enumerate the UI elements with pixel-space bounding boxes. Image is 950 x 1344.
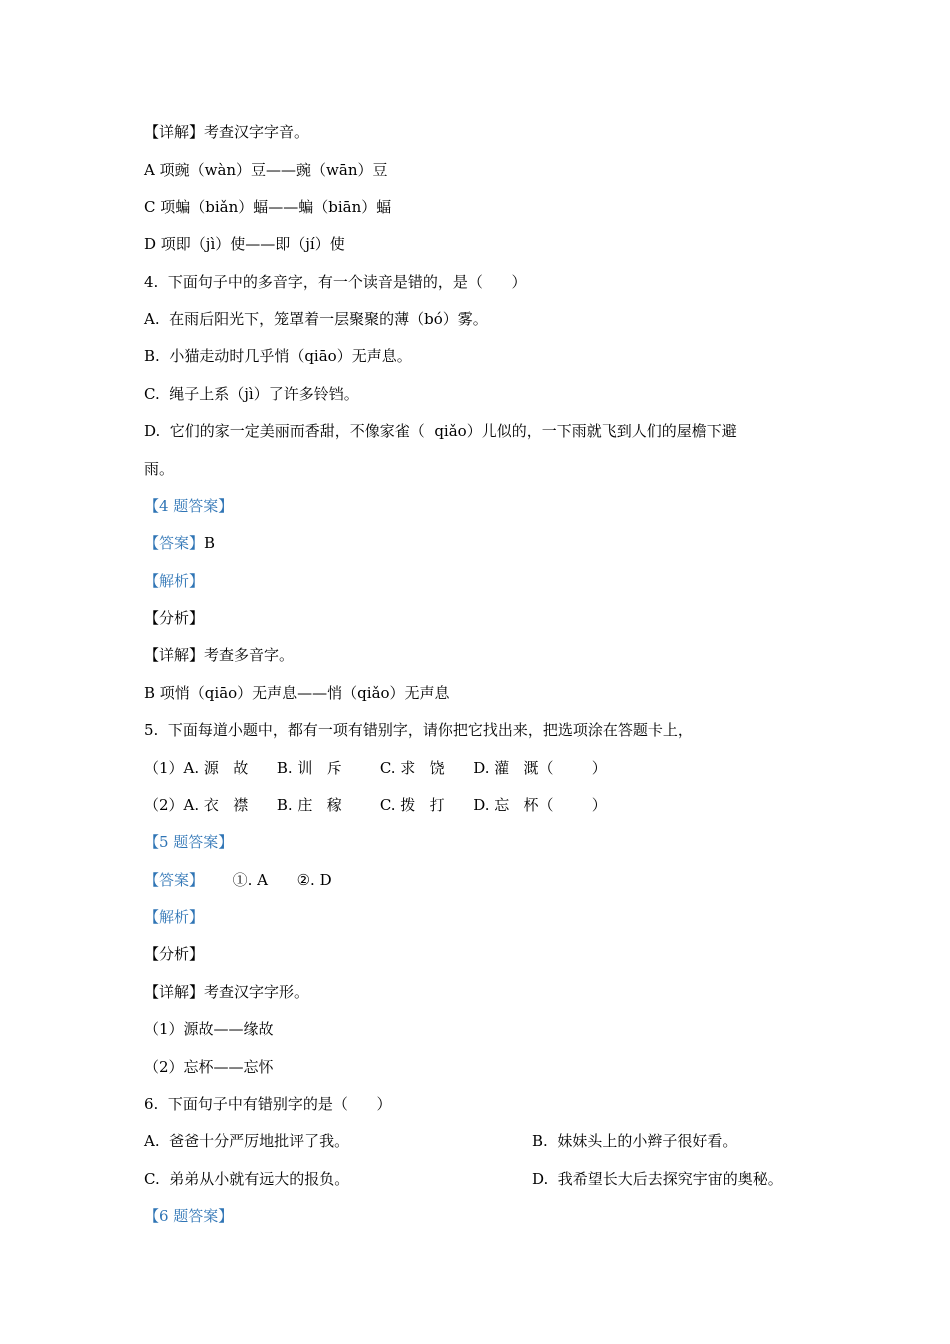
q5-answer [144, 870, 332, 890]
q3-explain-c: C 项蝙（biǎn）蝠——蝙（biān）蝠 [144, 198, 392, 216]
q6-option-d: D. 我希望长大后去探究宇宙的奥秘。 [532, 1170, 783, 1188]
q5-answer-heading: 【5 题答案】 [144, 833, 234, 851]
q4-option-d-line2: 雨。 [144, 460, 175, 478]
q4-analysis: 【分析】 [144, 609, 205, 627]
q5-explain-1: （1）源故——缘故 [144, 1020, 274, 1038]
q4-option-c: C. 绳子上系（jì）了许多铃铛。 [144, 385, 359, 403]
q5-explain-2: （2）忘杯——忘怀 [144, 1058, 274, 1076]
q4-detail: 【详解】考查多音字。 [144, 646, 295, 664]
q5-answer-value: ①. A ②. D [204, 871, 332, 889]
q5-detail: 【详解】考查汉字字形。 [144, 983, 310, 1001]
q5-row-1: （1）A. 源 故 B. 训 斥 C. 求 饶 D. 灌 溉（ ） [144, 759, 607, 777]
q5-answer-label: 【答案】 [144, 871, 205, 889]
q3-detail: 【详解】考查汉字字音。 [144, 123, 310, 141]
q5-row-2: （2）A. 衣 襟 B. 庄 稼 C. 拨 打 D. 忘 杯（ ） [144, 796, 607, 814]
q5-stem: 5. 下面每道小题中，都有一项有错别字，请你把它找出来，把选项涂在答题卡上， [144, 721, 693, 739]
q6-option-b: B. 妹妹头上的小辫子很好看。 [532, 1132, 738, 1150]
q4-answer [144, 533, 215, 553]
q4-explain: B 项悄（qiāo）无声息——悄（qiǎo）无声息 [144, 684, 450, 702]
q4-option-d-line1: D. 它们的家一定美丽而香甜，不像家雀（ qiǎo）儿似的，一下雨就飞到人们的屋檐下避 [144, 422, 737, 440]
q6-option-a: A. 爸爸十分严厉地批评了我。 [144, 1132, 350, 1150]
q4-answer-value: B [204, 534, 216, 552]
q5-analysis: 【分析】 [144, 945, 205, 963]
q4-answer-heading: 【4 题答案】 [144, 497, 234, 515]
q3-explain-a: A 项豌（wàn）豆——豌（wān）豆 [144, 161, 388, 179]
q4-stem: 4. 下面句子中的多音字，有一个读音是错的，是（ ） [144, 273, 527, 291]
q5-analysis-heading: 【解析】 [144, 908, 205, 926]
q6-answer-heading: 【6 题答案】 [144, 1207, 234, 1225]
q4-option-a: A. 在雨后阳光下，笼罩着一层聚聚的薄（bó）雾。 [144, 310, 488, 328]
q4-analysis-heading: 【解析】 [144, 572, 205, 590]
q6-option-c: C. 弟弟从小就有远大的报负。 [144, 1170, 350, 1188]
q4-answer-label: 【答案】 [144, 534, 205, 552]
q3-explain-d: D 项即（jì）使——即（jí）使 [144, 235, 345, 253]
q4-option-b: B. 小猫走动时几乎悄（qiāo）无声息。 [144, 347, 412, 365]
q6-stem: 6. 下面句子中有错别字的是（ ） [144, 1095, 392, 1113]
